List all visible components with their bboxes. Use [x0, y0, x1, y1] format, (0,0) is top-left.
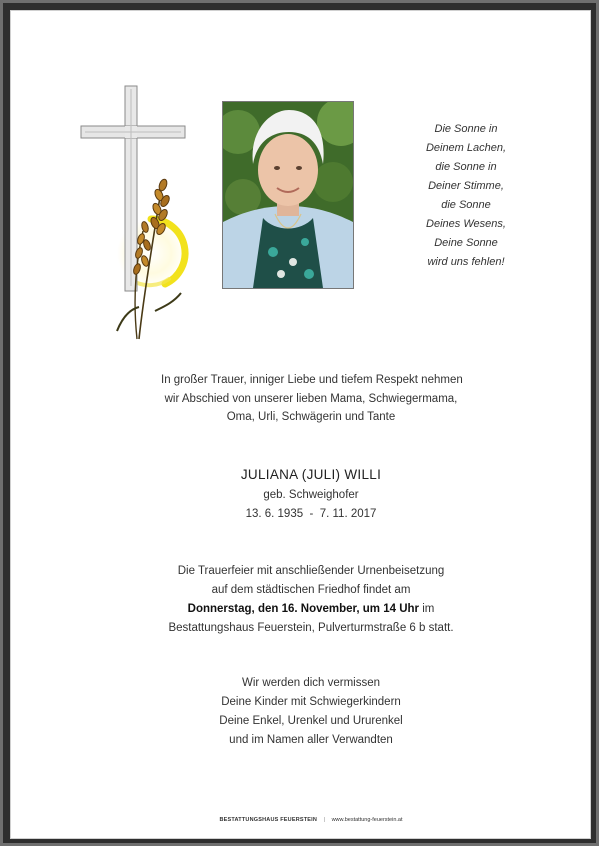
poem-line: Deines Wesens, — [426, 218, 506, 230]
closing-line: Wir werden dich vermissen — [241, 677, 381, 689]
poem-line: Deiner Stimme, — [428, 180, 504, 192]
poem-line: die Sonne in — [435, 161, 497, 173]
poem-line: Die Sonne in — [434, 123, 498, 135]
obituary-sheet — [10, 10, 591, 839]
life-dates: 13. 6. 1935 - 7. 11. 2017 — [245, 508, 377, 520]
intro-text — [161, 371, 461, 427]
footer-separator: | — [323, 817, 326, 823]
poem-line: Deine Sonne — [434, 237, 498, 249]
closing-line: und im Namen aller Verwandten — [229, 734, 393, 746]
ceremony-line: Bestattungshaus Feuerstein, Pulverturmstraße 6 b statt. — [168, 622, 454, 634]
page-frame — [3, 3, 596, 843]
intro-line: wir Abschied von unserer lieben Mama, Schwiegermama, — [164, 392, 458, 405]
birth-name: geb. Schweighofer — [263, 489, 359, 501]
poem-line: die Sonne — [441, 199, 491, 211]
closing-text — [161, 674, 461, 750]
poem-line: wird uns fehlen! — [427, 256, 505, 268]
closing-line: Deine Kinder mit Schwiegerkindern — [221, 696, 401, 708]
ceremony-line-rest: im — [419, 603, 435, 615]
intro-line: Oma, Urli, Schwägerin und Tante — [226, 411, 396, 423]
deceased-name: JULIANA (JULI) WILLI — [240, 467, 382, 482]
ceremony-line: Die Trauerfeier mit anschließender Urnenbeisetzung — [177, 565, 445, 577]
poem-line: Deinem Lachen, — [425, 142, 507, 154]
intro-line: In großer Trauer, inniger Liebe und tiefem Respekt nehmen — [161, 374, 463, 386]
poem — [391, 120, 541, 272]
ceremony-line: auf dem städtischen Friedhof findet am — [211, 584, 411, 596]
portrait-photo — [222, 101, 354, 289]
closing-line: Deine Enkel, Urenkel und Ururenkel — [219, 715, 403, 727]
footer-brand: BESTATTUNGSHAUS FEUERSTEIN — [219, 817, 318, 823]
portrait-image — [223, 102, 353, 288]
ceremony-text — [141, 562, 481, 638]
cross-with-wheat-icon — [73, 81, 193, 351]
footer — [161, 817, 461, 823]
ceremony-date-time: Donnerstag, den 16. November, um 14 Uhr — [187, 603, 419, 615]
ceremony-line — [141, 600, 481, 619]
footer-url[interactable]: www.bestattung-feuerstein.at — [331, 817, 403, 823]
